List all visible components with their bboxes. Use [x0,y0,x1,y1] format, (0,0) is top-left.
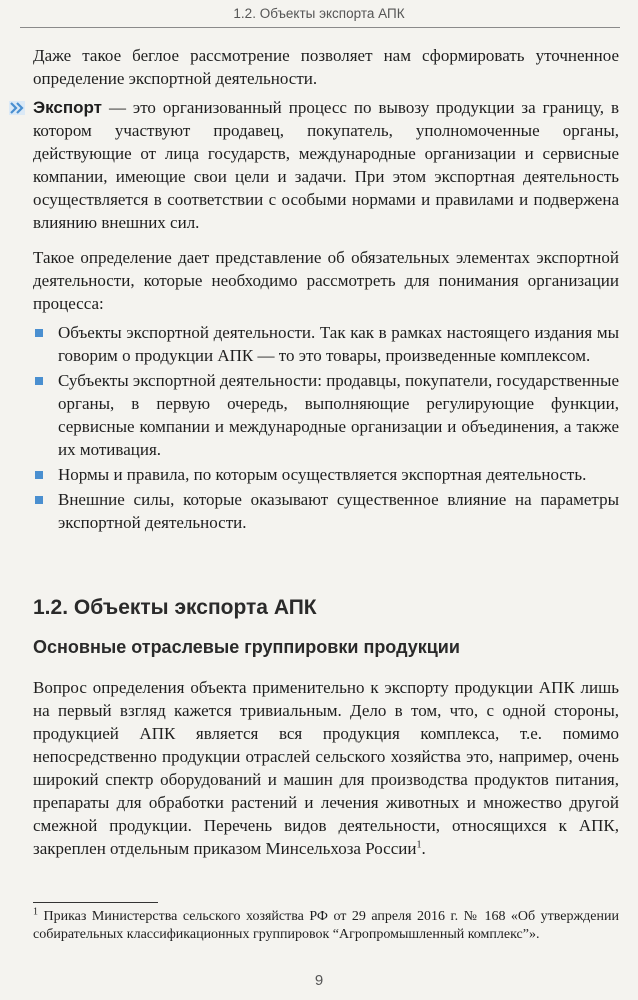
list-item: Объекты экспортной деятельности. Так как в рамках настоящего издания мы говорим о продукции АПК — то это товары, произведенные комплексом. [33,321,619,367]
list-item: Субъекты экспортной деятельности: продавцы, покупатели, государственные органы, в первую очередь, выполняющие регулирующие функции, сервисные компании и международные организации и объединения, а также их мотивация. [33,369,619,461]
square-bullet-icon [35,329,43,337]
square-bullet-icon [35,471,43,479]
main-paragraph: Вопрос определения объекта применительно к экспорту продукции АПК лишь на первый взгляд кажется тривиальным. Дело в том, что, с одной стороны, продукцией АПК является вся продукция комплекса, т.е. помимо непосредственно продукции отраслей сельского хозяйства это, например, очень широкий спектр оборудований и машин для производства продуктов питания, препараты для обработки растений и лечения животных и множество другой смежной продукции. Перечень видов деятельности, относящихся к АПК, закреплен отдельным приказом Минсельхоза России$^1$. [33,678,619,858]
list-item: Нормы и правила, по которым осуществляется экспортная деятельность. [33,463,619,486]
subsection-heading: Основные отраслевые группировки продукции [33,637,460,657]
list-item: Внешние силы, которые оказывают существенное влияние на параметры экспортной деятельности. [33,488,619,534]
square-bullet-icon [35,377,43,385]
definition-text: — это организованный процесс по вывозу продукции за границу, в котором участвуют продавец, покупатель, уполномоченные органы, действующие от лица государств, международные организации и сервисные компании, имеющие свои цели и задачи. При этом экспортная деятельность осуществляется в соответствии с особыми нормами и правилами и подвержена влиянию внешних сил. [33,98,619,232]
elements-list [33,321,619,536]
double-chevron-right-icon [9,101,25,115]
page-number: 9 [314,972,324,989]
square-bullet-icon [35,496,43,504]
footnote [33,908,619,944]
header-rule [20,27,620,28]
section-heading: 1.2. Объекты экспорта АПК [33,596,317,619]
footnote-number: 1 [33,906,38,918]
intro-paragraph: Даже такое беглое рассмотрение позволяет нам сформировать уточненное определение экспортной деятельности. [33,46,619,88]
definition-paragraph [33,96,619,234]
definition-term: Экспорт [33,98,102,117]
running-head: 1.2. Объекты экспорта АПК [233,6,405,21]
footnote-text: Приказ Министерства сельского хозяйства РФ от 29 апреля 2016 г. № 168 «Об утверждении собирательных классификационных группировок “Агропромышленный комплекс”». [33,909,619,942]
footnote-rule [33,902,158,903]
summary-paragraph: Такое определение дает представление об обязательных элементах экспортной деятельности, которые необходимо рассмотреть для понимания организации процесса: [33,248,619,313]
footnote-reference[interactable]: 1 [416,839,422,851]
